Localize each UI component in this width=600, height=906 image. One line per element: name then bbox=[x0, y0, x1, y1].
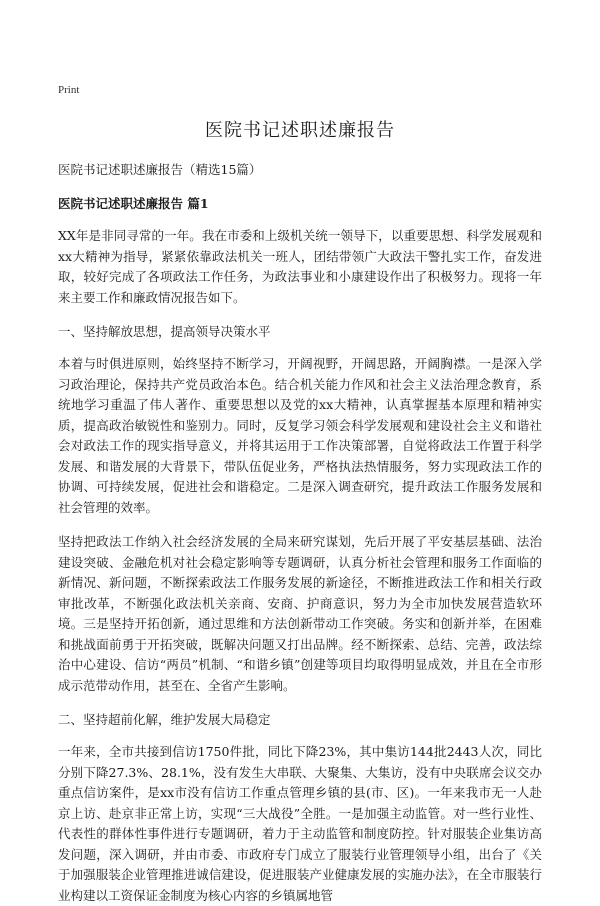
document-subtitle: 医院书记述职述廉报告（精选15篇） bbox=[58, 162, 262, 177]
intro-paragraph: XX年是非同寻常的一年。我在市委和上级机关统一领导下，以重要思想、科学发展观和xx大精神为指导，紧紧依靠政法机关一班人，团结带领广大政法干警扎实工作，奋发进取，较好完成了各项政法工作任务，为政法事业和小康建设作出了积极努力。现将一年来主要工作和廉政情况报告如下。 bbox=[58, 228, 542, 305]
paragraph-two: 坚持把政法工作纳入社会经济发展的全局来研究谋划，先后开展了平安基层基础、法治建设突破、金融危机对社会稳定影响等专题调研，认真分析社会管理和服务工作面临的新情况、新问题，不断探索政法工作服务发展的新途径，不断推进政法工作和相关行政审批改革，不断强化政法机关亲商、安商、护商意识，努力为全市加快发展营造软环境。三是坚持开拓创新，通过思维和方法创新带动工作突破。务实和创新并举，在困难和挑战面前勇于开拓突破，既解决问题又打出品牌。经不断探索、总结、完善，政法综治中心建设、信访“两员”机制、“和谐乡镇”创建等项目均取得明显成效，并且在全市形成示范带动作用，甚至在、全省产生影响。 bbox=[58, 534, 542, 693]
paragraph-one: 本着与时俱进原则，始终坚持不断学习，开阔视野，开阔思路，开阔胸襟。一是深入学习政治理论，保持共产党员政治本色。结合机关能力作风和社会主义法治理念教育，系统地学习重温了伟人著作、重要思想以及党的xx大精神，认真掌握基本原理和精神实质，提高政治敏锐性和鉴别力。同时，反复学习领会科学发展观和建设社会主义和谐社会对政法工作的现实指导意义，并将其运用于工作决策部署，自觉将政法工作置于科学发展、和谐发展的大背景下，带队伍促业务，严格执法热情服务，努力实现政法工作的协调、可持续发展，促进社会和谐稳定。二是深入调查研究，提升政法工作服务发展和社会管理的效率。 bbox=[58, 356, 542, 515]
heading-two: 二、坚持超前化解，维护发展大局稳定 bbox=[58, 712, 271, 727]
document-title: 医院书记述职述廉报告 bbox=[205, 120, 395, 141]
print-label: Print bbox=[58, 84, 80, 96]
paragraph-three: 一年来，全市共接到信访1750件批，同比下降23%，其中集访144批2443人次，同比分别下降27.3%、28.1%，没有发生大串联、大聚集、大集访，没有中央联席会议交办重点信访案件，是xx市没有信访工作重点管理乡镇的县(市、区)。一年来我市无一人赴京上访、赴京非正常上访，实现“三大战役”全胜。一是加强主动监管。对一些行业性、代表性的群体性事件进行专题调研，着力于主动监管和制度防控。针对服装企业集访高发问题，深入调研，并由市委、市政府专门成立了服装行业管理领导小组，出台了《关于加强服装企业管理推进诚信建设，促进服装产业健康发展的实施办法》，在全市服装行业构建以工资保证金制度为核心内容的乡镇属地管 bbox=[58, 744, 542, 903]
section-heading: 医院书记述职述廉报告 篇1 bbox=[58, 196, 209, 211]
heading-one: 一、坚持解放思想，提高领导决策水平 bbox=[58, 324, 271, 339]
